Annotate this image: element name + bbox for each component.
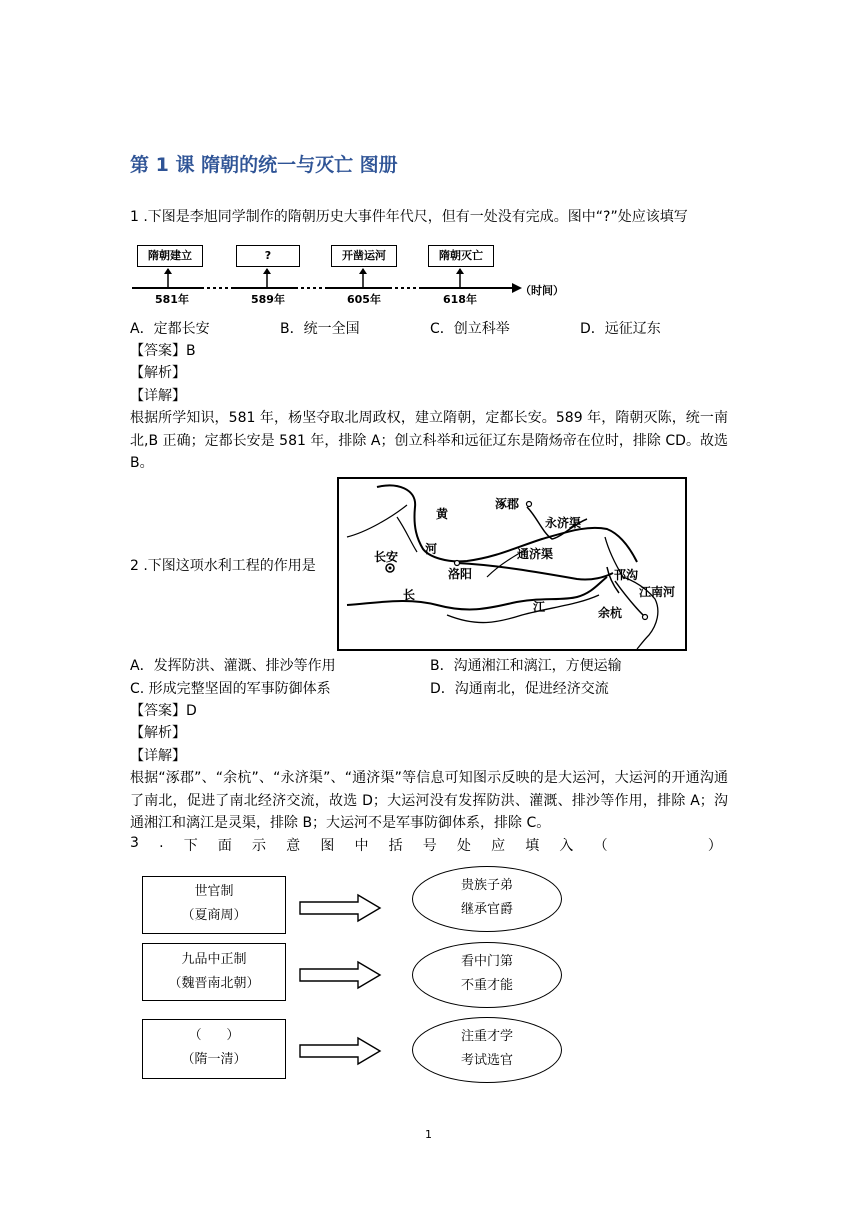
q1-option-a: A．定都长安 [130, 321, 210, 337]
system-box-3: （ ） （隋一清） [142, 1019, 286, 1079]
q2-stem: 2 .下图这项水利工程的作用是 [130, 558, 316, 574]
map-label-jiangnanhe: 江南河 [639, 585, 676, 599]
timeline-event-2: ? [236, 245, 300, 267]
q2-analysis: 【解析】 [130, 725, 186, 741]
arrow-icon-2 [298, 960, 384, 990]
system-box-1: 世官制 （夏商周） [142, 876, 286, 934]
result-ellipse-3: 注重才学 考试选官 [412, 1017, 562, 1083]
page-number: 1 [425, 1128, 432, 1141]
timeline-year-3: 605年 [347, 293, 381, 306]
timeline-axis-label: （时间） [520, 284, 564, 297]
map-label-zhuojun: 涿郡 [495, 497, 520, 511]
map-label-yuhang: 余杭 [598, 606, 623, 620]
timeline-year-2: 589年 [251, 293, 285, 306]
arrow-icon-3 [298, 1036, 384, 1066]
timeline-event-1: 隋朝建立 [137, 245, 203, 267]
map-label-huang: 黄 [436, 507, 449, 521]
q1-explanation: 根据所学知识，581 年，杨坚夺取北周政权，建立隋朝，定都长安。589 年，隋朝灭陈，统一南北,B 正确；定都长安是 581 年，排除 A；创立科举和远征辽东是隋炀帝在位时，排除 CD。故选 B。 [130, 410, 728, 471]
map-label-changan: 长安 [374, 550, 399, 564]
map-label-luoyang: 洛阳 [448, 567, 473, 581]
q2-answer: 【答案】D [130, 703, 197, 719]
map-label-yongjiqu: 永济渠 [545, 516, 582, 530]
yuhang-marker-icon [643, 615, 648, 620]
timeline-event-3: 开凿运河 [331, 245, 397, 267]
q1-detail: 【详解】 [130, 388, 186, 404]
result-ellipse-1: 贵族子弟 继承官爵 [412, 866, 562, 932]
q1-analysis: 【解析】 [130, 365, 186, 381]
result-ellipse-2: 看中门第 不重才能 [412, 942, 562, 1008]
q1-option-b: B．统一全国 [280, 321, 360, 337]
q2-option-c: C. 形成完整坚固的军事防御体系 [130, 681, 331, 697]
q2-detail: 【详解】 [130, 748, 186, 764]
timeline-event-4: 隋朝灭亡 [428, 245, 494, 267]
map-label-he: 河 [425, 542, 438, 556]
map-label-jiang: 江 [533, 600, 546, 614]
page-title: 第 1 课 隋朝的统一与灭亡 图册 [130, 154, 398, 176]
system-box-2: 九品中正制 （魏晋南北朝） [142, 943, 286, 1001]
arrow-icon-1 [298, 893, 384, 923]
q2-option-a: A．发挥防洪、灌溉、排沙等作用 [130, 658, 336, 674]
timeline-year-1: 581年 [155, 293, 189, 306]
zhuojun-marker-icon [527, 502, 532, 507]
q2-option-b: B．沟通湘江和漓江，方便运输 [430, 658, 622, 674]
map-label-tongjiqu: 通济渠 [517, 547, 554, 561]
timeline-year-4: 618年 [443, 293, 477, 306]
q3-stem: 3 . 下 面 示 意 图 中 括 号 处 应 填 入 （ ） [130, 835, 722, 854]
map-label-chang: 长 [403, 588, 416, 602]
q2-explanation: 根据“涿郡”、“余杭”、“永济渠”、“通济渠”等信息可知图示反映的是大运河，大运河的开通沟通了南北，促进了南北经济交流，故选 D；大运河没有发挥防洪、灌溉、排沙等作用，排除 A；沟通湘江和漓江是灵渠，排除 B；大运河不是军事防御体系，排除 C。 [130, 770, 728, 831]
q2-option-d: D．沟通南北，促进经济交流 [430, 681, 609, 697]
q1-answer: 【答案】B [130, 343, 196, 359]
q1-option-c: C．创立科举 [430, 321, 510, 337]
map-label-hangou: 邗沟 [614, 568, 639, 582]
q1-option-d: D．远征辽东 [580, 321, 661, 337]
q1-stem: 1 .下图是李旭同学制作的隋朝历史大事件年代尺，但有一处没有完成。图中“?”处应该填写 [130, 209, 688, 225]
